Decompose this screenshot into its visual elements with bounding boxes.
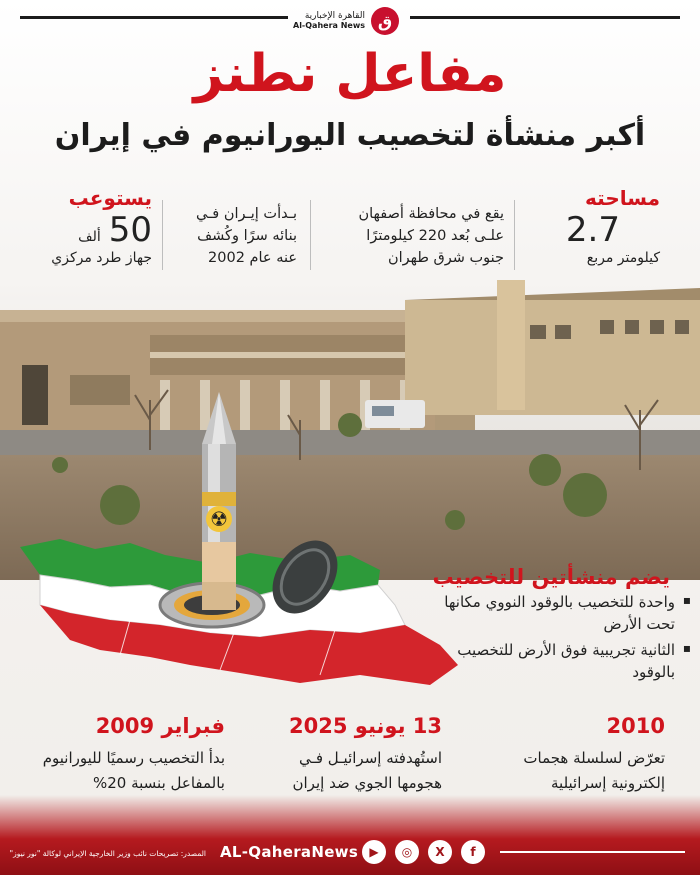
timeline-line: بدأ التخصيب رسميًا لليورانيوم — [42, 749, 225, 767]
instagram-icon[interactable]: ◎ — [395, 840, 419, 864]
missile — [194, 392, 244, 610]
page-subtitle: أكبر منشأة لتخصيب اليورانيوم في إيران — [54, 118, 646, 153]
timeline-line: هجومها الجوي ضد إيران — [292, 773, 442, 792]
facilities-title: يضم منشأتين للتخصيب — [432, 565, 670, 589]
timeline-line: إلكترونية إسرائيلية — [551, 773, 665, 792]
divider — [310, 200, 311, 270]
timeline-text — [242, 746, 442, 796]
page-title: مفاعل نطنز — [193, 44, 507, 104]
header-line-right — [410, 16, 680, 19]
timeline-line: تعرّض لسلسلة هجمات — [523, 749, 665, 767]
stat-capacity-desc: جهاز طرد مركزي — [51, 250, 152, 266]
divider — [162, 200, 163, 270]
stat-capacity-label: يستوعب — [68, 186, 152, 210]
stat-history-line1: بـدأت إيـران فـي — [195, 206, 297, 222]
stat-location-line1: يقع في محافظة أصفهان — [358, 206, 504, 222]
facility-item: ▪ الثانية تجريبية فوق الأرض للتخصيب بالوقود — [425, 640, 675, 684]
timeline-text — [475, 746, 665, 796]
timeline-date: 2010 — [606, 714, 665, 738]
timeline-line: بالمفاعل بنسبة 20% — [92, 773, 225, 792]
stat-area — [530, 186, 660, 266]
stat-location-line3: جنوب شرق طهران — [388, 249, 504, 266]
timeline-item — [475, 714, 665, 796]
timeline-date: 13 يونيو 2025 — [289, 714, 442, 738]
logo-arabic: القاهرة الإخبارية — [304, 10, 365, 21]
facility-item: ▪ واحدة للتخصيب بالوقود النووي مكانها تحت الأرض — [425, 592, 675, 636]
stat-capacity-unit: ألف — [78, 229, 101, 245]
stat-location — [304, 204, 504, 269]
timeline-text — [10, 746, 225, 796]
x-icon[interactable]: X — [428, 840, 452, 864]
source-note: المصدر: تصريحات نائب وزير الخارجية الإيراني لوكالة "نور نيوز" — [9, 849, 206, 858]
logo-badge-icon: ق — [371, 7, 399, 35]
stat-area-unit: كيلومتر مربع — [586, 250, 660, 266]
stat-location-line2: علـى بُعد 220 كيلومترًا — [366, 227, 504, 244]
logo-english: Al-Qahera News — [293, 20, 365, 30]
stat-area-value: 2.7 — [565, 210, 620, 250]
stat-area-label: مساحته — [585, 186, 660, 210]
facebook-icon[interactable]: f — [461, 840, 485, 864]
footer — [0, 795, 700, 875]
stat-history-line3: عنه عام 2002 — [208, 249, 297, 266]
stat-history — [167, 204, 297, 269]
footer-line — [500, 851, 685, 853]
timeline-date: فبراير 2009 — [95, 714, 225, 738]
timeline-item — [10, 714, 225, 796]
radiation-icon: ☢ — [206, 506, 232, 532]
divider — [514, 200, 515, 270]
channel-logo — [293, 6, 408, 36]
stat-capacity — [12, 186, 152, 266]
footer-brand[interactable]: AL-QaheraNews — [220, 843, 359, 861]
timeline-line: استُهدفته إسرائيـل فـي — [298, 749, 442, 767]
timeline-item — [242, 714, 442, 796]
header-line-left — [20, 16, 288, 19]
stat-capacity-value: 50 — [108, 210, 152, 250]
youtube-icon[interactable]: ▶ — [362, 840, 386, 864]
stat-history-line2: بنائه سرًا وكُشف — [197, 227, 297, 244]
